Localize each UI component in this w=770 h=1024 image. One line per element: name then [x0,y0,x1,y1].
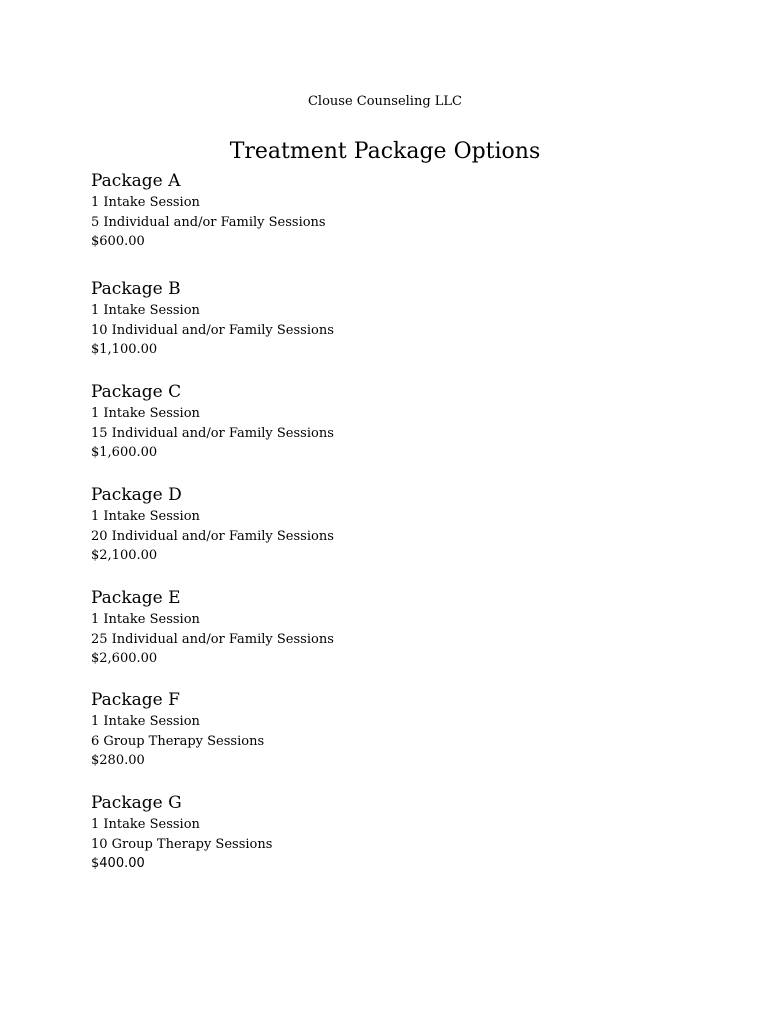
package-sessions: 15 Individual and/or Family Sessions [91,425,334,441]
package-f [91,689,691,771]
package-intake: 1 Intake Session [91,195,200,210]
package-e [91,587,691,669]
package-name: Package G [91,793,182,813]
package-name: Package A [91,171,181,191]
package-c [91,381,691,463]
package-name: Package D [91,485,182,505]
package-sessions: 25 Individual and/or Family Sessions [91,631,334,647]
package-price: $2,600.00 [91,651,158,666]
package-name: Package B [91,279,181,299]
package-intake: 1 Intake Session [91,817,200,832]
package-sessions: 6 Group Therapy Sessions [91,733,265,749]
package-name: Package C [91,382,182,402]
package-sessions: 20 Individual and/or Family Sessions [91,528,334,544]
page-title: Treatment Package Options [229,139,541,164]
package-intake: 1 Intake Session [91,303,200,318]
package-price: $400.00 [91,856,145,871]
package-sessions: 10 Individual and/or Family Sessions [91,322,334,338]
package-price: $2,100.00 [91,548,158,563]
package-name: Package F [91,690,180,710]
package-a [91,170,691,252]
package-intake: 1 Intake Session [91,509,200,524]
package-name: Package E [91,588,181,608]
package-price: $1,600.00 [91,445,158,460]
package-g [91,792,691,874]
package-b [91,278,691,360]
package-sessions: 5 Individual and/or Family Sessions [91,214,326,230]
package-sessions: 10 Group Therapy Sessions [91,836,273,852]
package-price: $600.00 [91,234,145,249]
package-intake: 1 Intake Session [91,406,200,421]
package-price: $280.00 [91,753,145,768]
package-d [91,484,691,566]
package-price: $1,100.00 [91,342,158,357]
company-name: Clouse Counseling LLC [307,94,463,109]
package-intake: 1 Intake Session [91,612,200,627]
package-intake: 1 Intake Session [91,714,200,729]
